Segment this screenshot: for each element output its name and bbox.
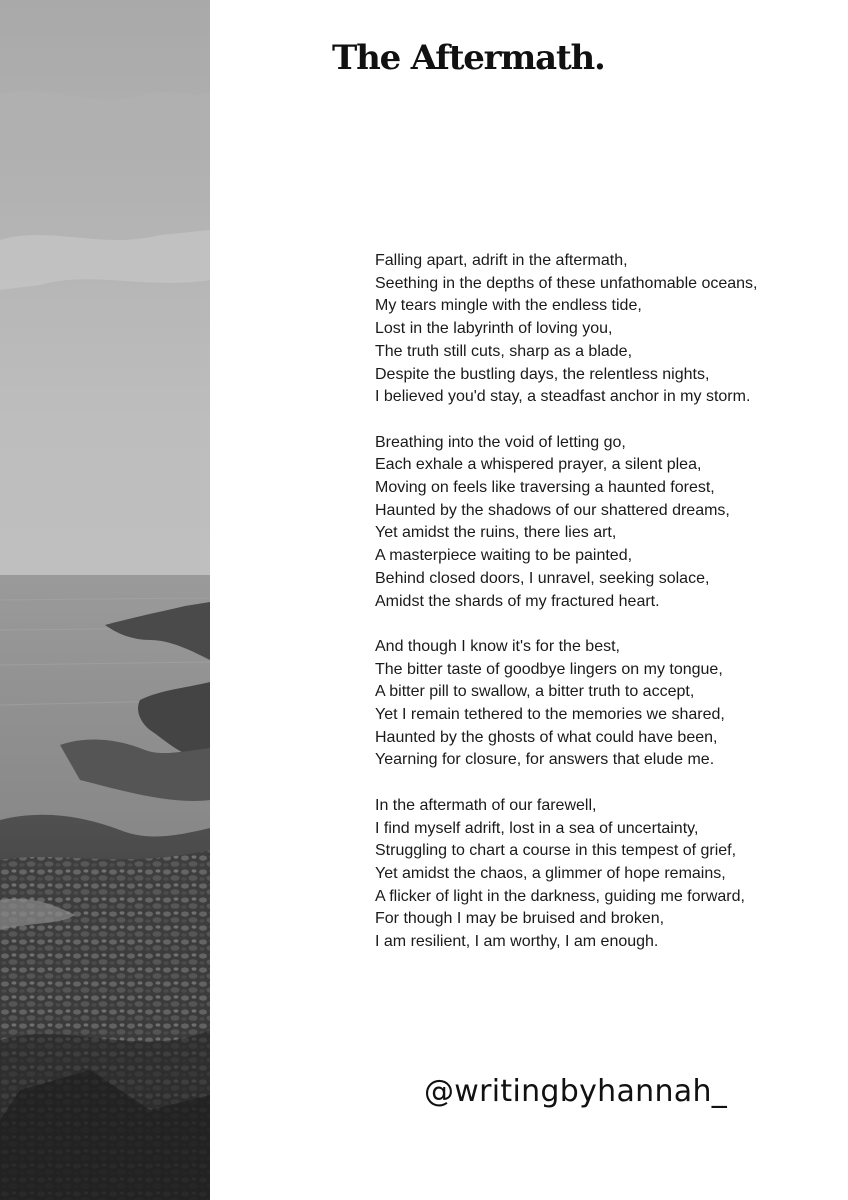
poem-line: Yearning for closure, for answers that elude me.	[375, 751, 715, 769]
poem-line: Yet amidst the ruins, there lies art,	[375, 524, 617, 542]
poem-line: Breathing into the void of letting go,	[375, 433, 626, 451]
poem-line: Moving on feels like traversing a haunted forest,	[375, 479, 715, 497]
poem-line: Struggling to chart a course in this tempest of grief,	[375, 842, 737, 860]
poem-line: Falling apart, adrift in the aftermath,	[375, 252, 628, 269]
poem-line: The bitter taste of goodbye lingers on my tongue,	[375, 660, 723, 678]
poem-line: Behind closed doors, I unravel, seeking solace,	[375, 569, 710, 587]
poem-stanza	[375, 636, 835, 772]
poem-line: A masterpiece waiting to be painted,	[375, 547, 633, 565]
poem-line: Amidst the shards of my fractured heart.	[375, 592, 660, 610]
poem-line: The truth still cuts, sharp as a blade,	[375, 342, 633, 360]
poem-line: Lost in the labyrinth of loving you,	[375, 320, 613, 338]
poem-line: Haunted by the ghosts of what could have been,	[375, 728, 718, 746]
poem-body	[375, 250, 835, 976]
poem-line: Yet amidst the chaos, a glimmer of hope remains,	[375, 864, 726, 882]
poem-line: Each exhale a whispered prayer, a silent plea,	[375, 456, 702, 474]
coastal-photo	[0, 0, 210, 1200]
poem-line: And though I know it's for the best,	[375, 637, 620, 655]
poem-line: I am resilient, I am worthy, I am enough.	[375, 933, 659, 951]
poem-line: My tears mingle with the endless tide,	[375, 297, 642, 315]
poem-line: I find myself adrift, lost in a sea of uncertainty,	[375, 819, 699, 837]
poem-stanza	[375, 250, 835, 409]
author-handle: @writingbyhannah_	[424, 1074, 728, 1109]
poem-line: A bitter pill to swallow, a bitter truth to accept,	[375, 683, 695, 701]
poem-line: Yet I remain tethered to the memories we shared,	[375, 706, 725, 724]
poem-line: Seething in the depths of these unfathomable oceans,	[375, 274, 758, 292]
poem-line: Haunted by the shadows of our shattered dreams,	[375, 501, 730, 519]
poem-line: For though I may be bruised and broken,	[375, 910, 665, 928]
poem-title: The Aftermath.	[332, 38, 605, 78]
poem-line: A flicker of light in the darkness, guiding me forward,	[375, 887, 745, 905]
poem-stanza	[375, 432, 835, 614]
poem-stanza	[375, 795, 835, 954]
poem-line: In the aftermath of our farewell,	[375, 796, 597, 814]
poem-line: I believed you'd stay, a steadfast anchor in my storm.	[375, 388, 751, 406]
poem-line: Despite the bustling days, the relentless nights,	[375, 365, 710, 383]
